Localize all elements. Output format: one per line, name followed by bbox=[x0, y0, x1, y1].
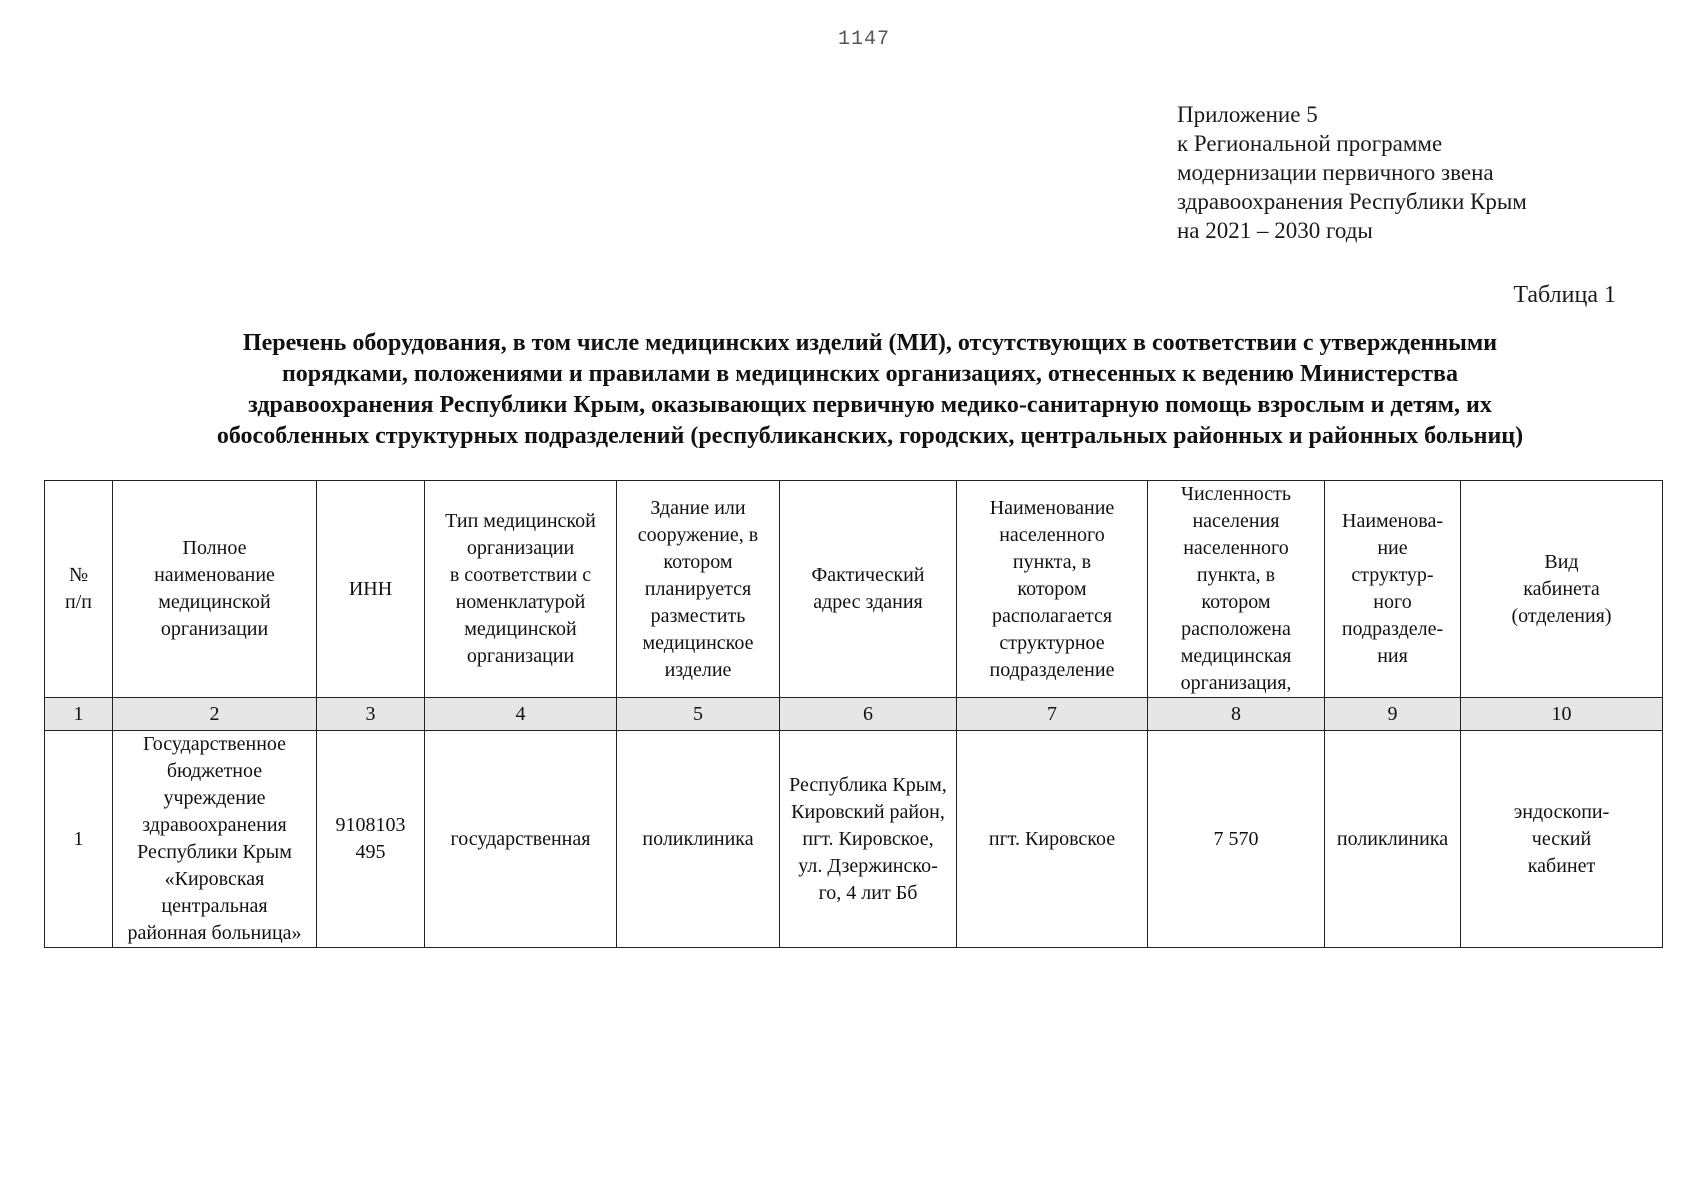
cell-line: п/п bbox=[65, 591, 92, 613]
cell-line: ул. Дзержинско- bbox=[798, 854, 938, 877]
cell-line: медицинской bbox=[464, 618, 577, 640]
cell-line: Здание или bbox=[650, 496, 746, 519]
cell-line: 495 bbox=[355, 841, 386, 863]
cell-line: сооружение, в bbox=[637, 523, 759, 546]
cell-line: пункта, в bbox=[1012, 550, 1092, 573]
cell-line: изделие bbox=[664, 658, 732, 681]
table-cell bbox=[1461, 731, 1663, 948]
cell-text bbox=[47, 562, 110, 616]
cell-line: Государственное bbox=[142, 733, 287, 755]
cell-text bbox=[319, 576, 422, 603]
column-number-cell: 3 bbox=[317, 698, 425, 731]
cell-line: Полное bbox=[182, 537, 247, 559]
title-line: Перечень оборудования, в том числе медицинских изделий (МИ), отсутствующих в соответствии с утвержденными bbox=[242, 330, 1498, 356]
table-cell bbox=[1325, 731, 1461, 948]
cell-line: кабинет bbox=[1527, 854, 1596, 877]
cell-line: структур- bbox=[1351, 564, 1434, 586]
column-header bbox=[1148, 481, 1325, 698]
cell-line: пункта, в bbox=[1196, 564, 1276, 586]
cell-text bbox=[319, 812, 422, 866]
cell-line: котором bbox=[1201, 591, 1271, 613]
cell-text bbox=[1327, 508, 1458, 670]
cell-line: медицинской bbox=[158, 591, 271, 613]
cell-line: организации bbox=[466, 645, 575, 667]
cell-line: 7 570 bbox=[1213, 827, 1259, 850]
cell-line: структурное bbox=[999, 631, 1105, 654]
cell-line: организации bbox=[466, 537, 575, 559]
cell-line: медицинское bbox=[642, 631, 754, 654]
cell-text bbox=[1150, 826, 1322, 853]
cell-line: подразделение bbox=[989, 658, 1115, 681]
column-number-cell: 10 bbox=[1461, 698, 1663, 731]
table-cell bbox=[617, 731, 780, 948]
cell-line: Вид bbox=[1544, 550, 1579, 573]
cell-line: разместить bbox=[650, 604, 746, 627]
column-header bbox=[617, 481, 780, 698]
table-cell bbox=[780, 731, 957, 948]
title-line: порядками, положениями и правилами в медицинских организациях, отнесенных к ведению Министерства bbox=[281, 361, 1459, 387]
column-header bbox=[113, 481, 317, 698]
column-number-cell: 4 bbox=[425, 698, 617, 731]
table-header-row bbox=[45, 481, 1663, 698]
cell-text bbox=[1327, 826, 1458, 853]
cell-line: медицинская bbox=[1180, 645, 1292, 667]
cell-text bbox=[115, 731, 314, 947]
appendix-line: на 2021 – 2030 годы bbox=[1177, 218, 1373, 243]
cell-line: центральная bbox=[161, 895, 268, 917]
cell-text bbox=[959, 826, 1145, 853]
cell-line: расположена bbox=[1181, 618, 1291, 640]
table-cell bbox=[957, 731, 1148, 948]
cell-text bbox=[1463, 799, 1660, 880]
cell-line: ние bbox=[1377, 537, 1408, 559]
table-cell bbox=[1148, 731, 1325, 948]
cell-line: эндоскопи- bbox=[1513, 800, 1610, 823]
cell-line: пгт. Кировское, bbox=[802, 827, 934, 850]
cell-line: населения bbox=[1192, 510, 1280, 532]
table-cell bbox=[113, 731, 317, 948]
cell-line: адрес здания bbox=[813, 591, 923, 613]
cell-text bbox=[427, 826, 614, 853]
cell-line: Кировский район, bbox=[791, 800, 945, 823]
cell-line: организации bbox=[160, 618, 269, 640]
cell-text bbox=[619, 495, 777, 684]
cell-line: наименование bbox=[154, 564, 275, 586]
cell-text bbox=[427, 508, 614, 670]
cell-line: ния bbox=[1377, 645, 1408, 667]
cell-text bbox=[47, 826, 110, 853]
column-number-cell: 9 bbox=[1325, 698, 1461, 731]
cell-line: Тип медицинской bbox=[445, 510, 596, 532]
cell-line: районная больница» bbox=[127, 922, 302, 944]
cell-line: располагается bbox=[991, 604, 1113, 627]
table-cell bbox=[317, 731, 425, 948]
cell-line: № bbox=[68, 564, 89, 586]
equipment-table bbox=[44, 480, 1663, 948]
cell-line: Республика Крым, bbox=[789, 773, 947, 796]
cell-line: (отделения) bbox=[1511, 604, 1612, 627]
column-header bbox=[1325, 481, 1461, 698]
cell-line: го, 4 лит Бб bbox=[818, 881, 918, 904]
cell-text bbox=[115, 535, 314, 643]
cell-line: ческий bbox=[1531, 827, 1592, 850]
cell-line: Фактический bbox=[811, 564, 925, 586]
cell-line: 1 bbox=[73, 827, 84, 850]
cell-line: Республики Крым bbox=[137, 841, 292, 863]
cell-line: Наименова- bbox=[1342, 510, 1443, 532]
cell-text bbox=[619, 826, 777, 853]
table-label: Таблица 1 bbox=[1513, 282, 1616, 308]
cell-text bbox=[782, 772, 954, 907]
title-line: здравоохранения Республики Крым, оказывающих первичную медико-санитарную помощь взрослым и детям, их bbox=[248, 392, 1492, 418]
column-header bbox=[1461, 481, 1663, 698]
column-number-cell: 5 bbox=[617, 698, 780, 731]
column-header bbox=[317, 481, 425, 698]
column-number-cell: 2 bbox=[113, 698, 317, 731]
cell-line: планируется bbox=[644, 577, 752, 600]
column-number-row bbox=[45, 698, 1663, 731]
page-number: 1147 bbox=[838, 28, 891, 51]
cell-line: поликлиника bbox=[1336, 827, 1449, 850]
cell-line: организация, bbox=[1180, 672, 1292, 694]
cell-line: населенного bbox=[1183, 537, 1289, 559]
cell-line: в соответствии с bbox=[449, 564, 592, 586]
column-number-cell: 7 bbox=[957, 698, 1148, 731]
appendix-line: к Региональной программе bbox=[1177, 131, 1443, 156]
cell-line: «Кировская bbox=[164, 868, 265, 890]
cell-line: поликлиника bbox=[642, 827, 754, 850]
cell-line: бюджетное bbox=[166, 760, 263, 782]
table-cell bbox=[45, 731, 113, 948]
cell-line: номенклатурой bbox=[455, 591, 586, 613]
table-row bbox=[45, 731, 1663, 948]
cell-text bbox=[1463, 549, 1660, 630]
cell-line: ного bbox=[1373, 591, 1412, 613]
cell-line: государственная bbox=[450, 827, 591, 850]
cell-line: пгт. Кировское bbox=[988, 827, 1116, 850]
cell-text bbox=[782, 562, 954, 616]
column-number-cell: 6 bbox=[780, 698, 957, 731]
appendix-line: модернизации первичного звена bbox=[1177, 160, 1494, 185]
column-header bbox=[780, 481, 957, 698]
appendix-line: здравоохранения Республики Крым bbox=[1177, 189, 1527, 214]
cell-line: кабинета bbox=[1523, 577, 1600, 600]
column-number-cell: 1 bbox=[45, 698, 113, 731]
table-cell bbox=[425, 731, 617, 948]
cell-line: котором bbox=[663, 550, 733, 573]
column-header bbox=[957, 481, 1148, 698]
cell-line: Численность bbox=[1180, 483, 1292, 505]
cell-text bbox=[959, 495, 1145, 684]
cell-line: 9108103 bbox=[335, 814, 406, 836]
cell-line: подразделе- bbox=[1341, 618, 1444, 640]
cell-line: учреждение bbox=[163, 787, 266, 809]
column-header bbox=[425, 481, 617, 698]
cell-text bbox=[1150, 481, 1322, 697]
title-line: обособленных структурных подразделений (республиканских, городских, центральных районных и районных больниц) bbox=[216, 423, 1524, 449]
cell-line: здравоохранения bbox=[142, 814, 287, 836]
cell-line: котором bbox=[1017, 577, 1087, 600]
cell-line: Наименование bbox=[989, 496, 1115, 519]
column-header bbox=[45, 481, 113, 698]
appendix-note bbox=[1177, 100, 1527, 245]
cell-line: ИНН bbox=[348, 577, 393, 600]
cell-line: населенного bbox=[999, 523, 1105, 546]
column-number-cell: 8 bbox=[1148, 698, 1325, 731]
document-title bbox=[110, 328, 1630, 452]
appendix-line: Приложение 5 bbox=[1177, 102, 1318, 127]
